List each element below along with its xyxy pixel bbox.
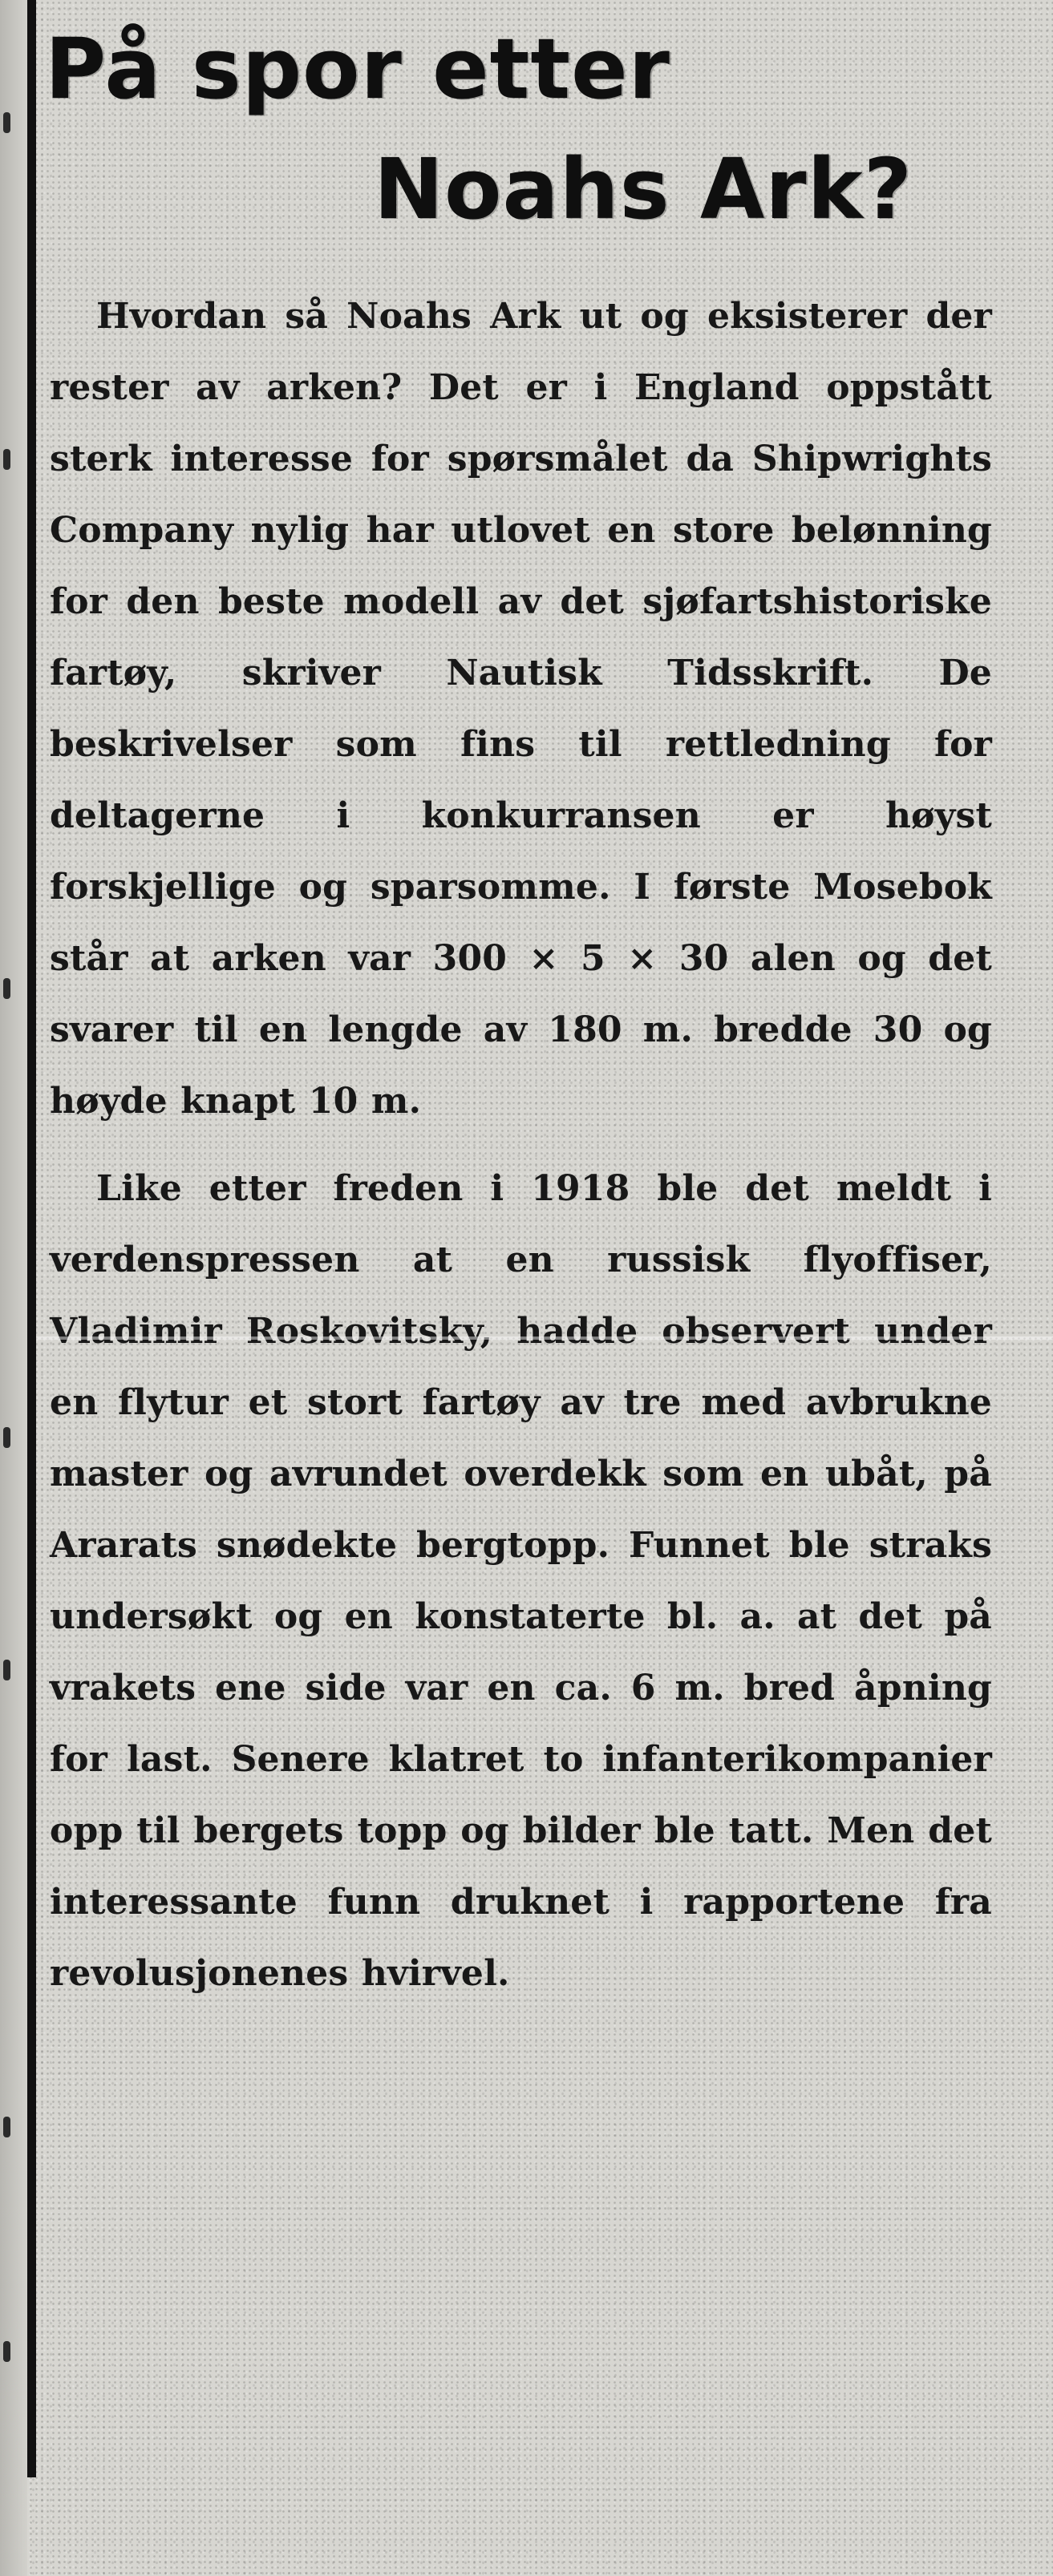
print-mark xyxy=(3,2117,10,2137)
article-paragraph-1: Hvordan så Noahs Ark ut og eksisterer der rester av arken? Det er i England oppstått sterk interesse for spørsmålet da Shipwrights Company nylig har utlovet en store belønning for den beste modell av det sjøfartshistoriske fartøy, skriver Nautisk Tidsskrift. De beskrivelser som fins til rettledning for deltagerne i konkurransen er høyst forskjellige og sparsomme. I første Mosebok står at arken var 300 × 5 × 30 alen og det svarer til en lengde av 180 m. bredde 30 og høyde knapt 10 m. xyxy=(50,296,992,1122)
headline-line-2: Noahs Ark? xyxy=(374,140,913,238)
headline xyxy=(45,20,1031,268)
print-mark xyxy=(3,449,10,470)
print-mark xyxy=(3,1427,10,1448)
bottom-print-specks xyxy=(337,2517,898,2550)
print-mark xyxy=(3,2341,10,2362)
print-mark xyxy=(3,112,10,133)
column-rule xyxy=(27,0,36,2477)
print-mark xyxy=(3,978,10,999)
article-paragraph-2: Like etter freden i 1918 ble det meldt i verdenspressen at en russisk flyoffiser, Vladimir Roskovitsky, hadde observert under en flytur et stort fartøy av tre med avbrukne master og avrundet overdekk som en ubåt, på Ararats snødekte bergtopp. Funnet ble straks undersøkt og en konstaterte bl. a. at det på vrakets ene side var en ca. 6 m. bred åpning for last. Senere klatret to infanterikompanier opp til bergets topp og bilder ble tatt. Men det interessante funn druknet i rapportene fra revolusjonenes hvirvel. xyxy=(50,1168,992,1994)
paper-fold-line xyxy=(36,1337,1053,1340)
headline-line-1: På spor etter xyxy=(45,20,670,118)
print-mark xyxy=(3,1660,10,1680)
adjacent-column-remnants xyxy=(0,0,24,2576)
article-body xyxy=(50,281,992,2009)
